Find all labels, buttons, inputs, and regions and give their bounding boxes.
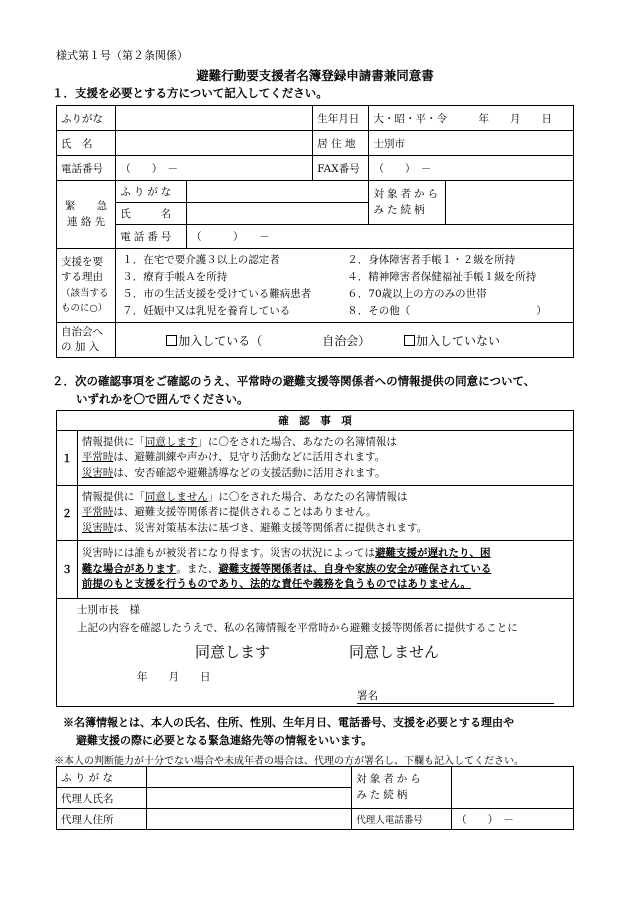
em-furigana-field[interactable] (186, 181, 368, 203)
item2-text: 情報提供に「同意しません」に〇をされた場合、あなたの名簿情報は 平常時は、避難支援等関係者に提供されることはありません。 災害時は、災害対策基本法に基づき、避難支援等関係者に提供されます。 (77, 486, 573, 541)
section1-heading: １．支援を必要とする方について記入してください。 (52, 86, 328, 100)
applicant-table (56, 105, 574, 358)
assoc-options (116, 323, 574, 358)
proxy-relation-field[interactable] (452, 767, 574, 809)
signature-field[interactable]: 署名 (357, 688, 554, 704)
agree-option[interactable]: 同意します (195, 643, 271, 661)
form-title: 避難行動要支援者名簿登録申請書兼同意書 (196, 68, 434, 83)
checkbox-icon[interactable] (166, 335, 177, 346)
reason-7[interactable]: ７．妊娠中又は乳児を養育している (122, 304, 291, 317)
phone-field[interactable]: （ ） － (116, 156, 313, 181)
reason-5[interactable]: ５．市の生活支援を受けている難病患者 (122, 287, 312, 300)
proxy-address-label: 代理人住所 (57, 809, 147, 830)
proxy-phone-label: 代理人電話番号 (352, 809, 452, 830)
item2-number: ２ (57, 486, 78, 541)
assoc-yes-option[interactable]: 加入している（ 自治会） (166, 334, 370, 348)
section2-heading-1: ２．次の確認事項をご確認のうえ、平常時の避難支援等関係者への情報提供の同意について、 (52, 374, 536, 388)
item3-number: ３ (57, 541, 78, 599)
item1-number: １ (57, 431, 78, 486)
mayor-addressee: 士別市長 様 (77, 604, 140, 616)
reason-4[interactable]: ４．精神障害者保健福祉手帳１級を所持 (347, 270, 537, 283)
item3-text: 災害時には誰もが被災者になり得ます。災害の状況によっては避難支援が遅れたり、困 難な場合があります。また、避難支援等関係者は、自身や家族の安全が確保されている 前提のもと支援を行うものであり、法的な責任や義務を負うものではありません。 (77, 541, 573, 599)
em-phone-field[interactable]: （ ） － (186, 225, 573, 249)
em-furigana-label: ふりがな (116, 181, 187, 203)
em-name-field[interactable] (186, 203, 368, 225)
assoc-no-option[interactable]: 加入していない (404, 334, 500, 348)
checkbox-icon[interactable] (404, 335, 415, 346)
reason-1[interactable]: １．在宅で要介護３以上の認定者 (122, 253, 280, 266)
proxy-address-field[interactable] (146, 809, 351, 830)
em-phone-label: 電話番号 (116, 225, 187, 249)
proxy-name-label: 代理人氏名 (57, 788, 147, 809)
note-2: ※本人の判断能力が十分でない場合や未成年者の場合は、代理の方が署名し、下欄も記入してください。 (54, 756, 524, 767)
note-1-line-2: 避難支援の際に必要となる緊急連絡先等の情報をいいます。 (76, 734, 373, 747)
phone-label: 電話番号 (57, 156, 116, 181)
furigana-field[interactable] (116, 106, 313, 131)
name-field[interactable] (116, 131, 313, 156)
confirmation-table (56, 410, 574, 707)
consent-block (57, 599, 574, 707)
birthdate-field[interactable]: 大・昭・平・令 年 月 日 (369, 106, 574, 131)
birthdate-label: 生年月日 (313, 106, 369, 131)
proxy-furigana-field[interactable] (146, 767, 351, 788)
proxy-relation-label: 対象者から みた続柄 (352, 767, 452, 809)
em-name-label: 氏 名 (116, 203, 187, 225)
proxy-table (56, 766, 574, 830)
proxy-name-field[interactable] (146, 788, 351, 809)
name-label: 氏 名 (57, 131, 116, 156)
proxy-furigana-label: ふ り が な (57, 767, 147, 788)
consent-text: 上記の内容を確認したうえで、私の名簿情報を平常時から避難支援等関係者に提供することに (77, 622, 518, 634)
proxy-phone-field[interactable]: （ ） － (452, 809, 574, 830)
assoc-label: 自治会へ の 加 入 (57, 323, 116, 358)
reason-6[interactable]: ６．70歳以上の方のみの世帯 (347, 287, 487, 300)
disagree-option[interactable]: 同意しません (349, 643, 440, 661)
em-relation-label: 対象者から みた続柄 (369, 181, 446, 225)
reason-8[interactable]: ８．その他（ ） (347, 304, 547, 317)
confirmation-header: 確 認 事 項 (57, 411, 574, 431)
form-code: 様式第１号（第２条関係） (56, 49, 188, 62)
reason-3[interactable]: ３．療育手帳Ａを所持 (122, 270, 228, 283)
address-label: 居 住 地 (313, 131, 369, 156)
section2-heading-2: いずれかを〇で囲んでください。 (76, 392, 249, 406)
reason-list (116, 249, 574, 323)
address-field[interactable]: 士別市 (369, 131, 574, 156)
emergency-contact-label: 緊 急 連 絡 先 (57, 181, 116, 249)
fax-label: FAX番号 (313, 156, 369, 181)
furigana-label: ふりがな (57, 106, 116, 131)
reason-label: 支援を要 する理由 （該当する ものに○） (57, 249, 116, 323)
reason-2[interactable]: ２．身体障害者手帳１・２級を所持 (347, 253, 516, 266)
item1-text: 情報提供に「同意します」に〇をされた場合、あなたの名簿情報は 平常時は、避難訓練や声かけ、見守り活動などに活用されます。 災害時は、安否確認や避難誘導などの支援活動に活用されます。 (77, 431, 573, 486)
date-field[interactable]: 年 月 日 (137, 671, 211, 683)
em-relation-field[interactable] (445, 181, 573, 225)
note-1-line-1: ※名簿情報とは、本人の氏名、住所、性別、生年月日、電話番号、支援を必要とする理由や (63, 716, 514, 729)
fax-field[interactable]: （ ） － (369, 156, 574, 181)
